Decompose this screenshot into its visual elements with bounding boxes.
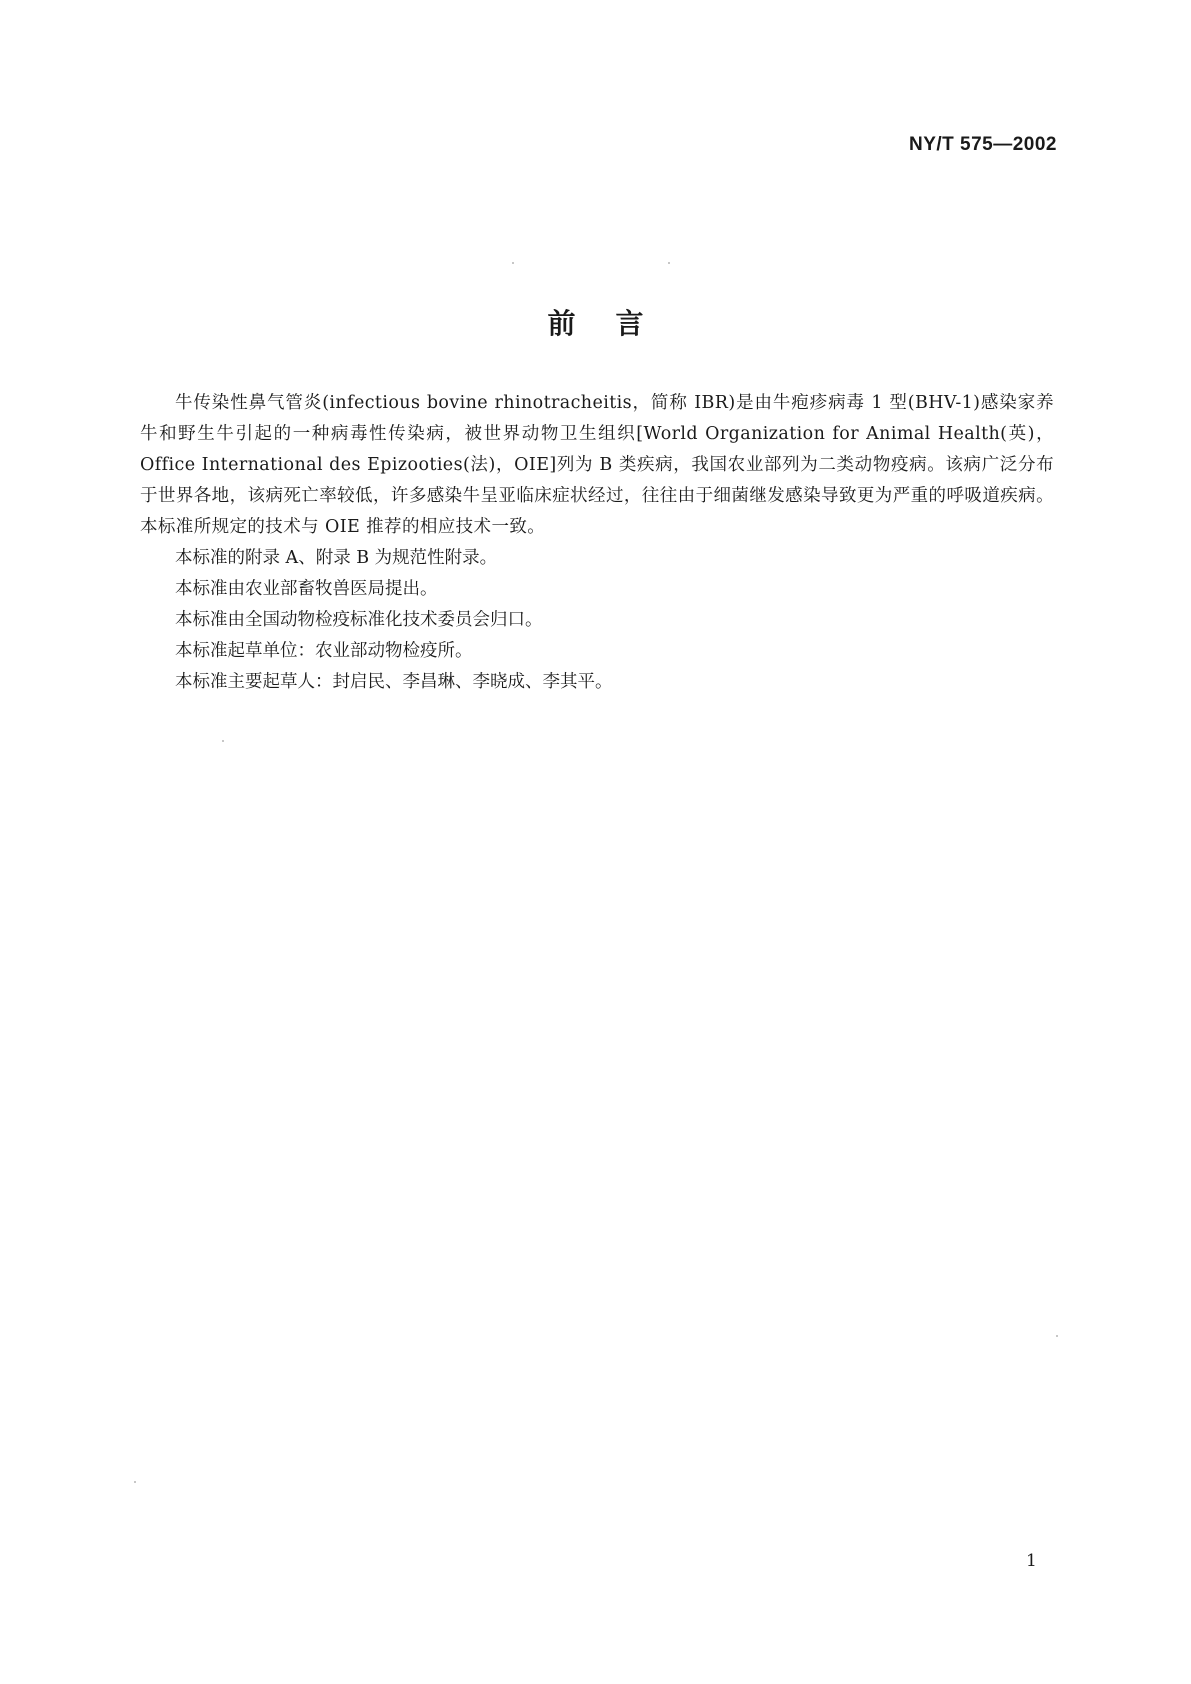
standard-code: NY/T 575—2002	[908, 134, 1057, 155]
page-title: 前言	[547, 306, 684, 340]
paragraph-drafting-unit: 本标准起草单位：农业部动物检疫所。	[175, 641, 473, 661]
paragraph-committee: 本标准由全国动物检疫标准化技术委员会归口。	[175, 610, 543, 630]
page-number: 1	[1026, 1551, 1037, 1571]
scan-speck	[668, 262, 670, 264]
paragraph-disease-overview: 牛传染性鼻气管炎(infectious bovine rhinotracheitis，简称 IBR)是由牛疱疹病毒 1 型(BHV-1)感染家养牛和野生牛引起的一种病毒性传染病，被世界动物卫生组织[World Organization for Animal Health(英)，Office International des Epizooties(法)，OIE]列为 B 类疾病，我国农业部列为二类动物疫病。该病广泛分布于世界各地，该病死亡率较低，许多感染牛呈亚临床症状经过，往往由于细菌继发感染导致更为严重的呼吸道疾病。本标准所规定的技术与 OIE 推荐的相应技术一致。	[140, 393, 1054, 537]
scan-speck	[512, 262, 514, 264]
scan-speck	[1056, 1335, 1058, 1337]
paragraph-drafters: 本标准主要起草人：封启民、李昌琳、李晓成、李其平。	[175, 672, 613, 692]
scan-speck	[134, 1481, 136, 1483]
paragraph-proposer: 本标准由农业部畜牧兽医局提出。	[175, 579, 438, 599]
scan-speck	[222, 740, 224, 742]
paragraph-appendix-note: 本标准的附录 A、附录 B 为规范性附录。	[175, 548, 498, 568]
foreword-body	[140, 388, 1054, 698]
